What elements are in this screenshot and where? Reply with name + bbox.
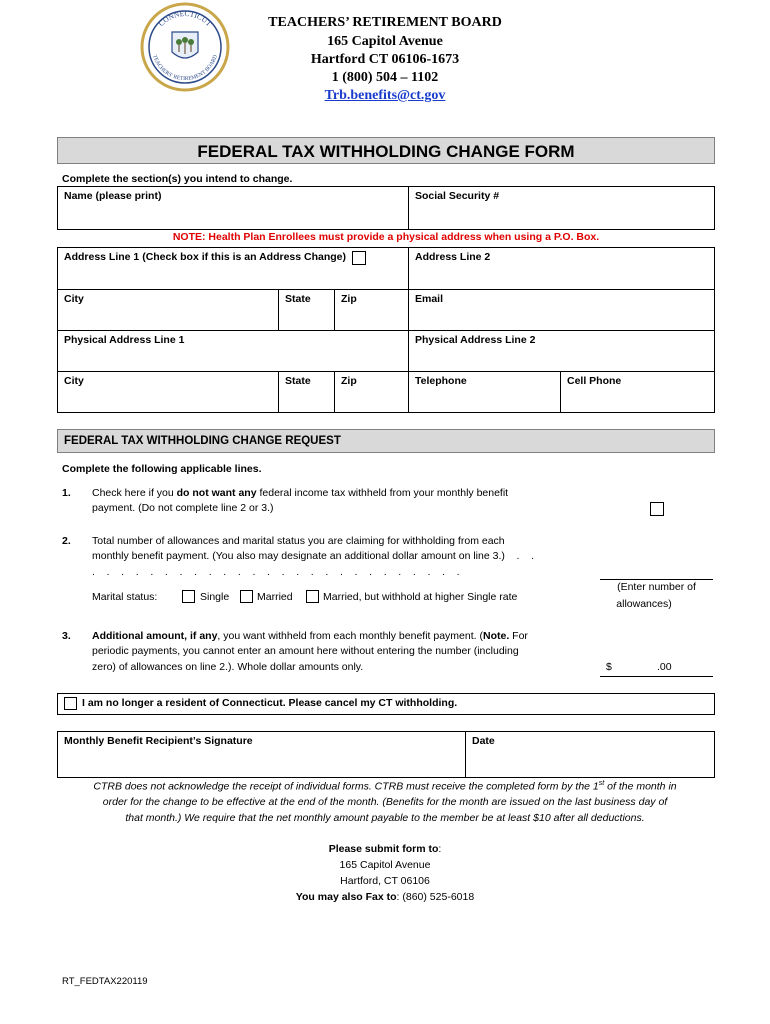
physical-zip-label: Zip xyxy=(341,375,357,387)
name-label: Name (please print) xyxy=(64,190,162,202)
svg-text:CONNECTICUT: CONNECTICUT xyxy=(156,8,214,29)
note-text: NOTE: Health Plan Enrollees must provide a physical address when using a P.O. Box. xyxy=(172,231,600,243)
disclaimer-line2: order for the change to be effective at the end of the month. (Benefits for the month are issued on the last business day of xyxy=(102,796,668,808)
married-checkbox[interactable] xyxy=(240,590,253,603)
ssn-field[interactable] xyxy=(408,186,715,230)
org-email-link[interactable]: Trb.benefits@ct.gov xyxy=(324,88,446,103)
fax-line: You may also Fax to: (860) 525-6018 xyxy=(295,891,475,903)
physical-address-line1-label: Physical Address Line 1 xyxy=(64,334,185,346)
email-label: Email xyxy=(415,293,444,305)
form-title-bar xyxy=(57,137,715,164)
submit-address-line1: 165 Capitol Avenue xyxy=(339,859,431,871)
org-name: TEACHERS’ RETIREMENT BOARD xyxy=(268,15,502,30)
no-federal-withholding-checkbox[interactable] xyxy=(650,502,664,516)
disclaimer-line1: CTRB does not acknowledge the receipt of individual forms. CTRB must receive the completed form by the 1st of the month in xyxy=(93,780,677,793)
item2-leader-dots: . . . . . . . . . . . . . . . . . . . . . . . . . . xyxy=(92,566,460,578)
item1-text: Check here if you do not want any federal income tax withheld from your monthly benefit xyxy=(92,487,509,499)
item1-number: 1. xyxy=(62,487,71,499)
section-title: FEDERAL TAX WITHHOLDING CHANGE REQUEST xyxy=(64,435,341,447)
allowances-hint-line2: allowances) xyxy=(616,598,672,610)
state-field[interactable] xyxy=(278,289,335,331)
ct-cancel-checkbox[interactable] xyxy=(64,697,77,710)
email-field[interactable] xyxy=(408,289,715,331)
item2-text-line1: Total number of allowances and marital status you are claiming for withholding from each xyxy=(92,535,505,547)
item1-text-line2: payment. (Do not complete line 2 or 3.) xyxy=(92,502,274,514)
city-field[interactable] xyxy=(57,289,279,331)
state-label: State xyxy=(285,293,311,305)
allowances-hint-line1: (Enter number of xyxy=(617,581,696,593)
org-address-line2: Hartford CT 06106-1673 xyxy=(310,52,460,67)
additional-amount-input-line[interactable] xyxy=(600,676,713,677)
date-field[interactable] xyxy=(465,731,715,778)
city-label: City xyxy=(64,293,84,305)
address-line1-label: Address Line 1 (Check box if this is an Address Change) xyxy=(64,251,347,263)
form-title: FEDERAL TAX WITHHOLDING CHANGE FORM xyxy=(197,142,575,161)
cents-suffix: .00 xyxy=(657,661,672,673)
physical-address-line1-field[interactable] xyxy=(57,330,409,372)
single-checkbox[interactable] xyxy=(182,590,195,603)
married-single-rate-label: Married, but withhold at higher Single rate xyxy=(323,591,518,603)
section-instructions: Complete the following applicable lines. xyxy=(62,463,262,475)
ct-cancel-row xyxy=(57,693,715,715)
signature-label: Monthly Benefit Recipient’s Signature xyxy=(64,735,253,747)
org-address-line1: 165 Capitol Avenue xyxy=(327,34,443,49)
physical-address-line2-field[interactable] xyxy=(408,330,715,372)
form-code: RT_FEDTAX220119 xyxy=(62,976,148,987)
submit-address-line2: Hartford, CT 06106 xyxy=(340,875,430,887)
item3-text-line1: Additional amount, if any, you want withheld from each monthly benefit payment. (Note. For xyxy=(92,630,528,642)
name-field[interactable] xyxy=(57,186,409,230)
date-label: Date xyxy=(472,735,495,747)
physical-zip-field[interactable] xyxy=(334,371,409,413)
married-single-rate-checkbox[interactable] xyxy=(306,590,319,603)
allowances-input-line[interactable] xyxy=(600,579,713,580)
state-seal xyxy=(140,2,230,92)
intro-text: Complete the section(s) you intend to change. xyxy=(62,173,293,185)
address-line2-field[interactable] xyxy=(408,247,715,290)
svg-text:TEACHERS' RETIREMENT BOARD: TEACHERS' RETIREMENT BOARD xyxy=(151,54,219,83)
single-label: Single xyxy=(200,591,230,603)
telephone-field[interactable] xyxy=(408,371,561,413)
zip-label: Zip xyxy=(341,293,357,305)
item3-number: 3. xyxy=(62,630,71,642)
physical-city-label: City xyxy=(64,375,84,387)
submit-heading: Please submit form to: xyxy=(328,843,442,855)
cell-phone-field[interactable] xyxy=(560,371,715,413)
married-label: Married xyxy=(257,591,293,603)
physical-state-label: State xyxy=(285,375,311,387)
disclaimer-line3: that month.) We require that the net monthly amount payable to the member be at least $10 after all deductions. xyxy=(125,812,645,824)
signature-field[interactable] xyxy=(57,731,466,778)
physical-state-field[interactable] xyxy=(278,371,335,413)
zip-field[interactable] xyxy=(334,289,409,331)
ssn-label: Social Security # xyxy=(415,190,500,202)
item2-number: 2. xyxy=(62,535,71,547)
address-line2-label: Address Line 2 xyxy=(415,251,491,263)
dollar-sign: $ xyxy=(606,661,612,673)
section-title-bar xyxy=(57,429,715,453)
ct-cancel-label: I am no longer a resident of Connecticut. Please cancel my CT withholding. xyxy=(82,697,458,709)
address-line1-field[interactable] xyxy=(57,247,409,290)
org-phone: 1 (800) 504 – 1102 xyxy=(331,70,439,85)
cell-phone-label: Cell Phone xyxy=(567,375,622,387)
item3-text-line3: zero) of allowances on line 2.). Whole dollar amounts only. xyxy=(92,661,364,673)
item2-text-line2: monthly benefit payment. (You also may designate an additional dollar amount on line 3.) . . xyxy=(92,550,535,562)
physical-city-field[interactable] xyxy=(57,371,279,413)
marital-status-label: Marital status: xyxy=(92,591,158,603)
address-change-checkbox[interactable] xyxy=(352,251,366,265)
item3-text-line2: periodic payments, you cannot enter an amount here without entering the number (including xyxy=(92,645,519,657)
telephone-label: Telephone xyxy=(415,375,467,387)
physical-address-line2-label: Physical Address Line 2 xyxy=(415,334,536,346)
